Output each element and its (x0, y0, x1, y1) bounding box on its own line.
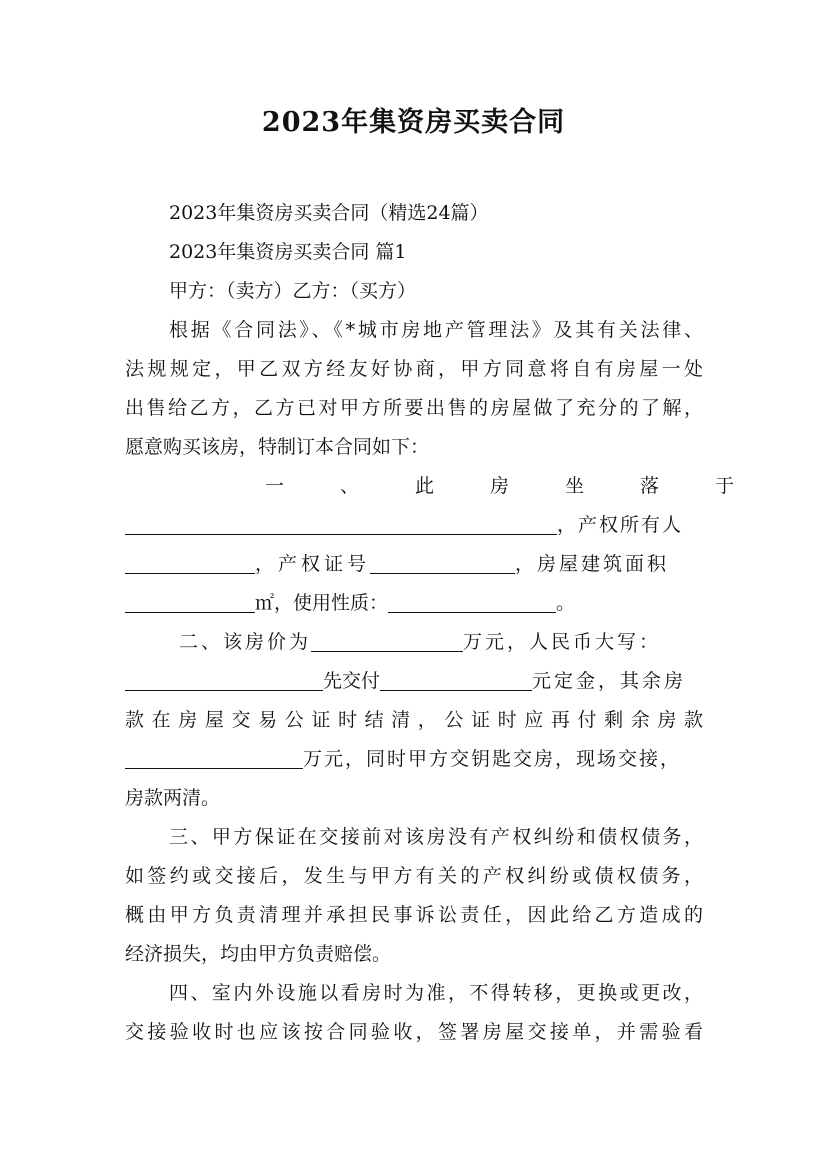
clause1-line-4 (125, 584, 703, 623)
usage-blank (388, 590, 556, 613)
subtitle: 2023年集资房买卖合同（精选24篇） (169, 202, 489, 224)
clause3-line-4: 经济损失，均由甲方负责赔偿。 (125, 943, 392, 965)
clause4-line-2: 交接验收时也应该按合同验收，签署房屋交接单，并需验看 (125, 1021, 703, 1043)
price-blank (311, 629, 463, 652)
clause3-line-2: 如签约或交接后，发生与甲方有关的产权纠纷或债权债务， (125, 865, 703, 887)
parties-line: 甲方：（卖方）乙方：（买方） (169, 280, 417, 302)
clause1-line-3 (125, 545, 703, 584)
capital-blank (125, 668, 323, 691)
cert-blank (370, 551, 515, 574)
clause2-line-1 (125, 623, 703, 662)
clause3-line-3: 概由甲方负责清理并承担民事诉讼责任，因此给乙方造成的 (125, 904, 703, 926)
intro-line-2: 法规规定，甲乙双方经友好协商，甲方同意将自有房屋一处 (125, 358, 703, 380)
capital-label: 万元，人民币大写： (463, 631, 662, 653)
remaining-blank (125, 746, 303, 769)
price-label: 二、该房价为 (179, 631, 312, 653)
deposit-label: 元定金，其余房 (532, 670, 687, 692)
clause2-line-3: 款在房屋交易公证时结清，公证时应再付剩余房款 (125, 709, 703, 731)
clause2-line-4 (125, 740, 703, 779)
clause1-line-1 (125, 467, 791, 506)
usage-label: ㎡，使用性质： (255, 592, 389, 614)
intro-line-1: 根据《合同法》、《*城市房地产管理法》及其有关法律、 (169, 319, 703, 341)
clause1-end: 。 (556, 592, 576, 614)
article-heading: 2023年集资房买卖合同 篇1 (169, 241, 407, 263)
area-label: ，房屋建筑面积 (515, 553, 670, 575)
clause4-line-1: 四、室内外设施以看房时为准，不得转移，更换或更改， (169, 982, 703, 1004)
remaining-label: 万元，同时甲方交钥匙交房，现场交接， (303, 748, 682, 770)
deposit-blank (380, 668, 532, 691)
clause2-line-2 (125, 662, 703, 701)
intro-line-4: 愿意购买该房，特制订本合同如下： (125, 436, 430, 458)
area-blank (125, 590, 255, 613)
clause2-line-5: 房款两清。 (125, 787, 221, 809)
clause3-line-1: 三、甲方保证在交接前对该房没有产权纠纷和债权债务， (169, 826, 703, 848)
prepay-label: 先交付 (323, 670, 381, 692)
location-blank (125, 512, 557, 535)
document-title: 2023年集资房买卖合同 (261, 107, 566, 138)
cert-label: ，产权证号 (255, 553, 371, 575)
owner-blank (125, 551, 255, 574)
document-body (125, 194, 791, 1052)
clause1-line-2 (125, 506, 703, 545)
owner-label: ，产权所有人 (557, 514, 684, 536)
intro-line-3: 出售给乙方，乙方已对甲方所要出售的房屋做了充分的了解， (125, 397, 703, 419)
clause1-lead: 一、此房坐落于 (265, 475, 791, 497)
